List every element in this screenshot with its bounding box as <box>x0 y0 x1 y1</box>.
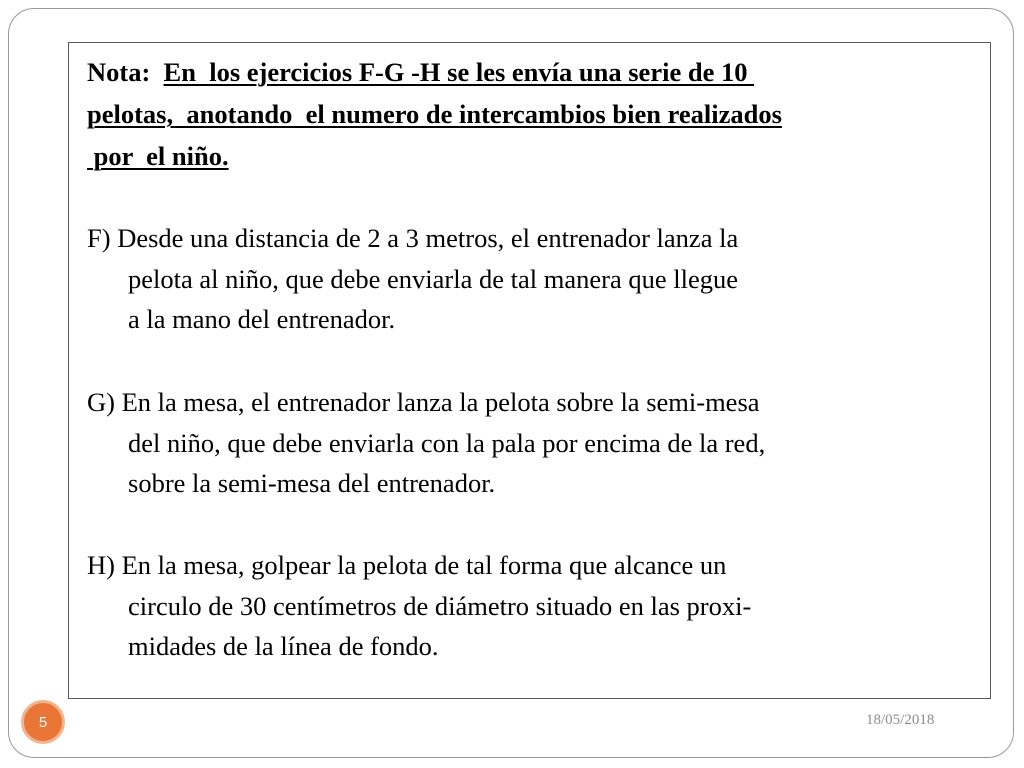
note-line-2: pelotas, anotando el numero de intercambios bien realizados <box>87 99 782 129</box>
note-line-3: por el niño. <box>87 141 229 171</box>
exercise-h-line-2: circulo de 30 centímetros de diámetro situado en las proxi- <box>128 590 752 621</box>
exercise-h-line-1: H) En la mesa, golpear la pelota de tal forma que alcance un <box>87 550 727 580</box>
exercise-f-line-1: F) Desde una distancia de 2 a 3 metros, el entrenador lanza la <box>87 223 739 253</box>
exercise-g <box>87 382 987 504</box>
note-block <box>87 51 987 177</box>
exercise-g-line-1: G) En la mesa, el entrenador lanza la pelota sobre la semi-mesa <box>87 387 760 417</box>
page-number-badge: 5 <box>21 700 65 744</box>
exercise-g-line-2: del niño, que debe enviarla con la pala por encima de la red, <box>128 427 766 458</box>
note-line-3-wrap <box>87 135 987 177</box>
exercise-f-line-3: a la mano del entrenador. <box>128 304 396 334</box>
note-text-1: En los ejercicios F-G -H se les envía una serie de 10 <box>163 57 755 87</box>
exercise-g-line-3: sobre la semi-mesa del entrenador. <box>128 468 496 498</box>
exercise-f <box>87 218 987 340</box>
exercise-h <box>87 545 987 667</box>
note-label: Nota: <box>87 57 151 87</box>
slide-date: 18/05/2018 <box>866 712 935 728</box>
exercise-f-line-2: pelota al niño, que debe enviarla de tal manera que llegue <box>128 263 738 294</box>
note-line-1 <box>87 51 987 93</box>
content-box <box>68 42 991 699</box>
exercise-h-line-3: midades de la línea de fondo. <box>128 631 439 661</box>
